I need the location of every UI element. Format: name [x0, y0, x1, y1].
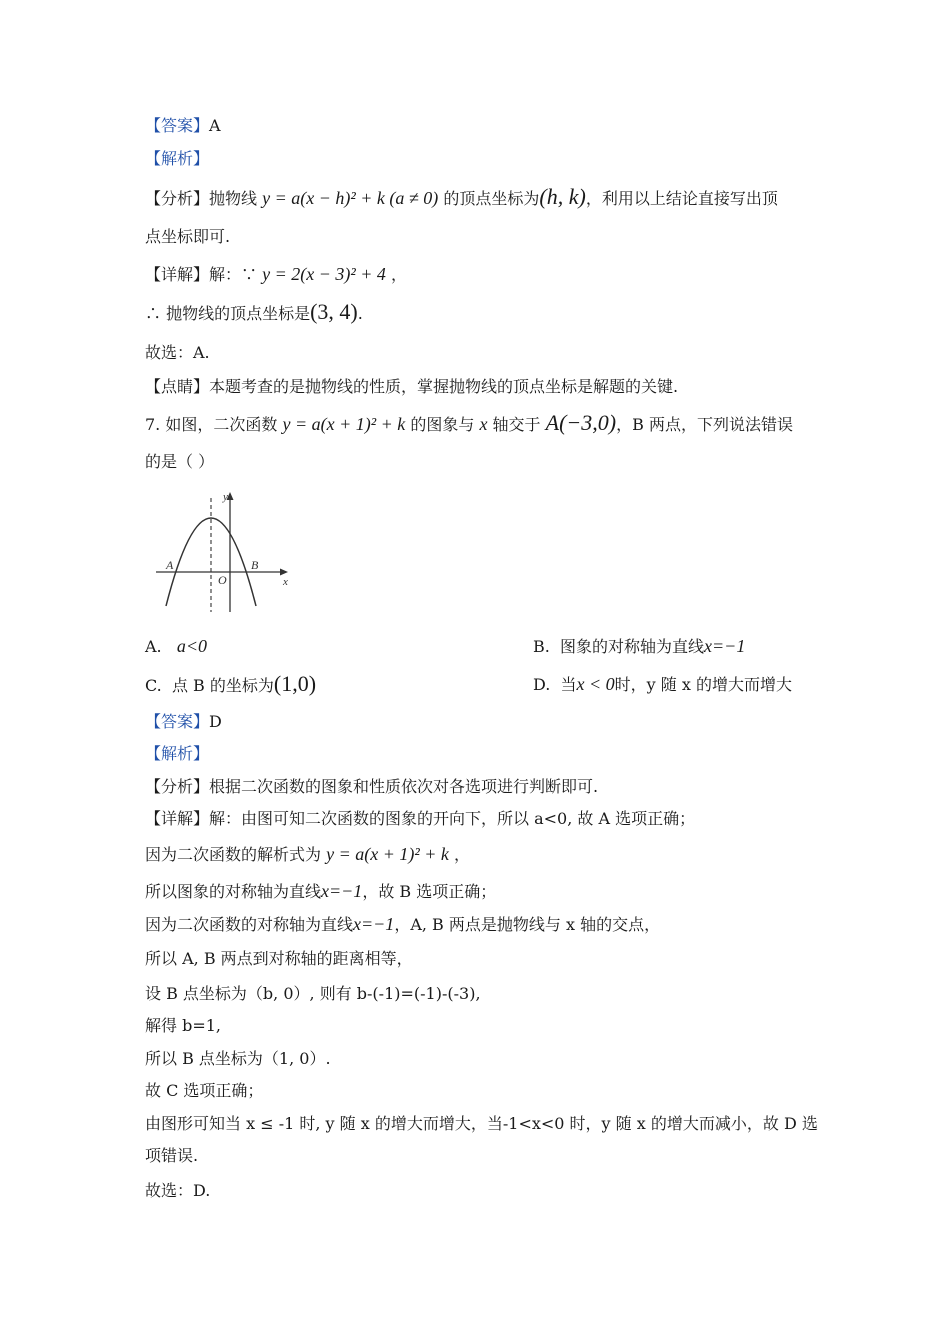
option-d-label: D.: [533, 675, 551, 694]
graph-label-y: y: [223, 491, 228, 503]
option-c-point: (1,0): [273, 671, 317, 696]
q7-detail-3-formula: x=−1: [321, 881, 363, 901]
q6-detail-post: ，: [391, 265, 408, 284]
option-a-text: a<0: [176, 636, 208, 656]
q6-conclusion-post: .: [357, 304, 363, 323]
q6-analysis-pre: 抛物线: [209, 189, 258, 208]
q6-analysis-tag: 【分析】: [145, 189, 210, 208]
option-b-label: B.: [533, 637, 550, 656]
q7-stem-formula: y = a(x + 1)² + k: [282, 414, 406, 434]
option-b-text: 图象的对称轴为直线: [560, 637, 705, 656]
q7-choose: 故选：D.: [145, 1181, 211, 1200]
x-axis-arrow: [280, 569, 288, 576]
q7-detail-tag: 【详解】: [145, 809, 210, 828]
q7-stem-mid: 的图象与: [410, 415, 475, 434]
q7-detail-3: [145, 880, 496, 903]
q7-detail-4: [145, 913, 660, 936]
q6-answer-line: [145, 115, 221, 137]
q7-answer-line: [145, 711, 222, 733]
q7-detail-10: 由图形可知当 x ≤ -1 时, y 随 x 的增大而增大，当-1<x<0 时，y 随 x 的增大而减小，故 D 选: [145, 1114, 818, 1133]
q6-analysis-mid: 的顶点坐标为: [443, 189, 540, 208]
q7-detail-5: 所以 A, B 两点到对称轴的距离相等，: [145, 949, 413, 968]
q7-detail-8: 所以 B 点坐标为（1, 0）.: [145, 1049, 331, 1068]
q7-analysis: 根据二次函数的图象和性质依次对各选项进行判断即可.: [209, 777, 599, 796]
q6-detail-line: [145, 263, 407, 286]
option-d-pre: 当: [560, 675, 577, 694]
q7-detail-4-post: ，A, B 两点是抛物线与 x 轴的交点，: [394, 915, 661, 934]
q7-stem-line2: 的是（ ）: [145, 452, 215, 471]
q7-analysis-line: [145, 776, 598, 798]
q6-analysis-vertex: (h, k): [539, 184, 586, 209]
option-a: [145, 635, 207, 658]
q7-detail-2-pre: 因为二次函数的解析式为: [145, 845, 322, 864]
q7-detail-2-post: ，: [454, 845, 471, 864]
q7-stem-post: ，B 两点，下列说法错误: [616, 415, 793, 434]
q6-analysis-line: [145, 186, 778, 210]
graph-label-B: B: [251, 558, 259, 572]
q6-comment: 本题考查的是抛物线的性质，掌握抛物线的顶点坐标是解题的关键.: [209, 377, 679, 396]
q6-comment-tag: 【点睛】: [145, 377, 210, 396]
q6-detail-formula: y = 2(x − 3)² + 4: [262, 264, 386, 284]
q7-stem-point: A(−3,0): [545, 410, 617, 435]
q6-analysis-formula: y = a(x − h)² + k (a ≠ 0): [262, 188, 439, 208]
q7-stem-mid2: 轴交于: [492, 415, 541, 434]
q7-stem-x: x: [479, 414, 488, 434]
q6-conclusion-pre: ∴ 抛物线的顶点坐标是: [145, 304, 311, 323]
q7-detail-1: 解：由图可知二次函数的图象的开向下，所以 a<0, 故 A 选项正确；: [209, 809, 696, 828]
q7-jiexi: 【解析】: [145, 744, 210, 763]
graph-label-A: A: [166, 558, 174, 572]
q7-detail-4-pre: 因为二次函数的对称轴为直线: [145, 915, 354, 934]
q6-conclusion-vertex: (3, 4): [310, 299, 358, 324]
q7-detail-4-formula: x=−1: [353, 914, 395, 934]
q7-detail-7: 解得 b=1,: [145, 1016, 222, 1035]
q7-detail-3-pre: 所以图象的对称轴为直线: [145, 882, 322, 901]
q7-parabola-graph: [150, 488, 300, 616]
option-c: [145, 673, 316, 697]
q6-answer-tag: 【答案】: [145, 116, 210, 135]
q6-choose: 故选：A.: [145, 343, 210, 362]
option-d-formula: x < 0: [576, 674, 615, 694]
q7-detail-11: 项错误.: [145, 1146, 199, 1165]
option-c-label: C.: [145, 676, 162, 695]
q7-stem-num: 7. 如图，二次函数: [145, 415, 278, 434]
q7-answer-tag: 【答案】: [145, 712, 210, 731]
q6-analysis-line2: 点坐标即可.: [145, 227, 231, 246]
q6-comment-line: [145, 376, 678, 398]
q6-analysis-post: ，利用以上结论直接写出顶: [585, 189, 778, 208]
q7-detail-2-formula: y = a(x + 1)² + k: [326, 844, 449, 864]
q7-analysis-tag: 【分析】: [145, 777, 210, 796]
q7-answer-value: D: [209, 712, 222, 731]
q6-answer-value: A: [209, 116, 221, 135]
q6-conclusion-line: [145, 301, 363, 325]
option-b-formula: x=−1: [704, 636, 746, 656]
option-b: [533, 635, 745, 658]
q7-detail-2: [145, 843, 470, 866]
q7-stem-line: [145, 412, 793, 436]
q7-detail-line: [145, 808, 695, 830]
q6-detail-pre: 解：∵: [209, 265, 258, 284]
q7-detail-3-post: ，故 B 选项正确；: [362, 882, 497, 901]
q7-detail-6: 设 B 点坐标为（b, 0）, 则有 b-(-1)=(-1)-(-3),: [145, 984, 481, 1003]
option-d: [533, 673, 792, 696]
graph-label-x: x: [283, 576, 288, 588]
q7-detail-9: 故 C 选项正确；: [145, 1081, 264, 1100]
option-c-text: 点 B 的坐标为: [171, 676, 274, 695]
option-d-post: 时，y 随 x 的增大而增大: [614, 675, 792, 694]
graph-label-O: O: [218, 573, 227, 587]
option-a-label: A.: [145, 637, 162, 656]
q6-jiexi: 【解析】: [145, 149, 210, 168]
q6-detail-tag: 【详解】: [145, 265, 210, 284]
